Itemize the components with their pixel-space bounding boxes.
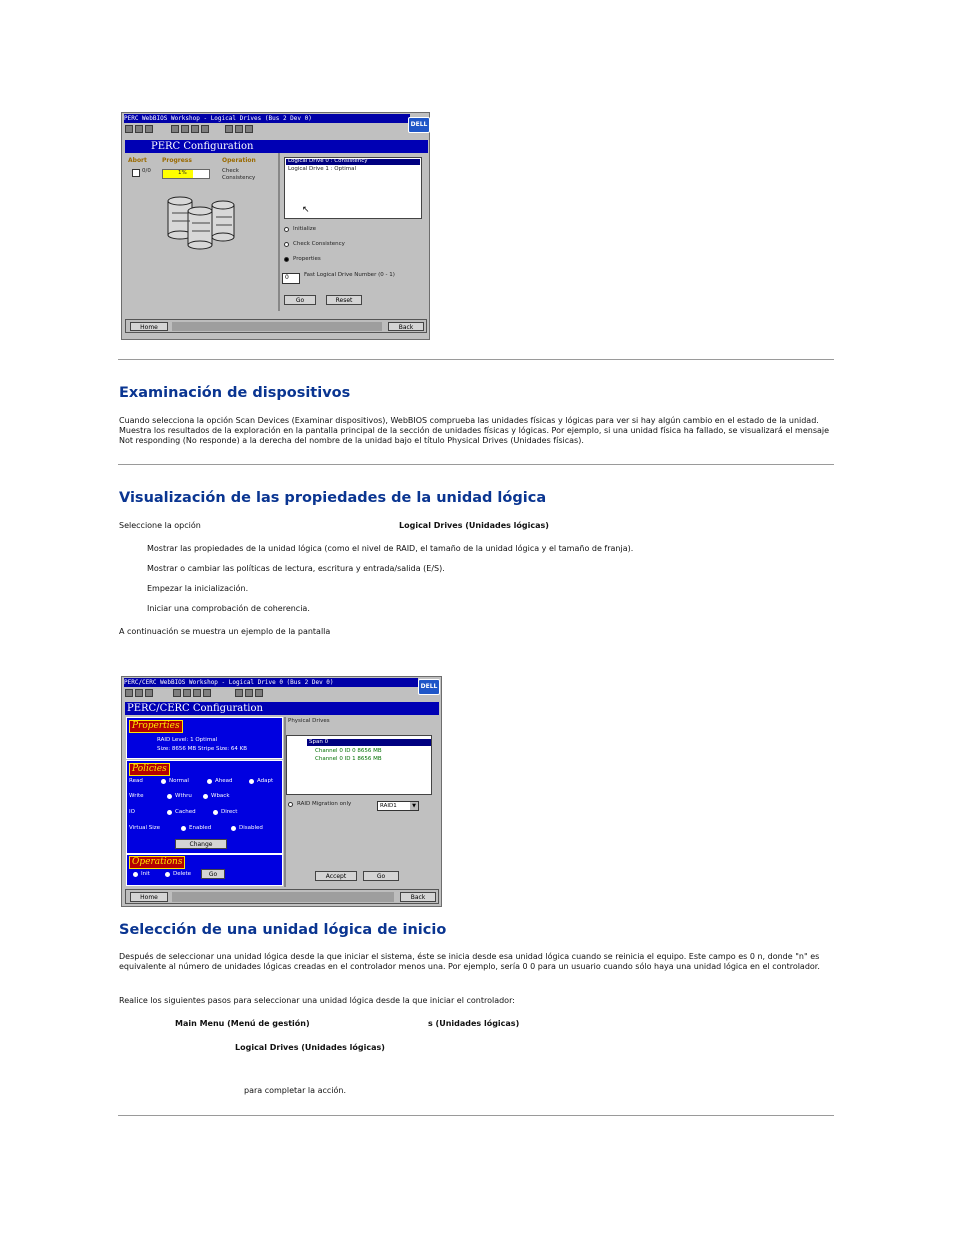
- col-operation: Operation: [222, 157, 256, 164]
- tree-header: Physical Drives: [288, 718, 330, 724]
- status-field: [172, 322, 382, 331]
- window-titlebar: PERC WebBIOS Workshop - Logical Drives (Bus 2 Dev 0): [124, 114, 410, 123]
- separator: [118, 359, 834, 360]
- select-option-bold: Logical Drives (Unidades lógicas): [399, 521, 549, 530]
- read-normal-label: Normal: [169, 778, 189, 784]
- help-icon[interactable]: [225, 125, 233, 133]
- op-go-label: Go: [208, 871, 218, 878]
- operations-panel: [126, 854, 283, 886]
- op-delete-label: Delete: [173, 871, 192, 877]
- home-icon[interactable]: [125, 125, 133, 133]
- accept-label: Accept: [325, 873, 347, 880]
- list-item[interactable]: Logical Drive 1 : Optimal: [288, 166, 357, 172]
- abort-checkbox[interactable]: [132, 169, 140, 177]
- radio-vsize-enabled[interactable]: [181, 826, 186, 831]
- io-direct-label: Direct: [221, 809, 238, 815]
- header-bar: [125, 140, 428, 153]
- header-title: PERC Configuration: [151, 141, 254, 152]
- chevron-down-icon: ▼: [410, 802, 418, 810]
- operations-title: Operations: [129, 856, 185, 869]
- accept-button[interactable]: [315, 871, 357, 881]
- col-abort: Abort: [128, 157, 147, 164]
- dell-logo: DELL: [418, 679, 440, 695]
- list-item: Iniciar una comprobación de coherencia.: [147, 604, 310, 613]
- radio-initialize-label: Initialize: [293, 226, 317, 232]
- properties-title: Properties: [129, 720, 183, 733]
- drive-icon[interactable]: [171, 125, 179, 133]
- step4-text: para completar la acción.: [244, 1086, 346, 1095]
- read-ahead-label: Ahead: [215, 778, 233, 784]
- policies-title: Policies: [129, 763, 170, 776]
- drive-number-field[interactable]: 0: [282, 273, 300, 284]
- cursor-icon: ↖: [302, 205, 310, 215]
- properties-line: Size: 8656 MB Stripe Size: 64 KB: [157, 746, 247, 752]
- vsize-enabled-label: Enabled: [189, 825, 212, 831]
- op-init-label: Init: [141, 871, 150, 877]
- scan-icon[interactable]: [181, 125, 189, 133]
- operation-line-2: Consistency: [222, 175, 256, 181]
- radio-io-direct[interactable]: [213, 810, 218, 815]
- info-icon[interactable]: [245, 125, 253, 133]
- radio-properties-label: Properties: [293, 256, 321, 262]
- go-label: Go: [376, 873, 386, 880]
- radio-write-wback[interactable]: [203, 794, 208, 799]
- window-titlebar: PERC/CERC WebBIOS Workshop - Logical Drive 0 (Bus 2 Dev 0): [124, 678, 418, 687]
- boot-paragraph: Después de seleccionar una unidad lógica desde la que iniciar el sistema, éste se inicia desde esa unidad lógica cuando se reinicia el equipo. Este campo es 0 n, donde "n" es equivalente al número de unidades lógicas creadas en el controlador menos una. Por ejemplo, sería 0 0 para un usuario cuando sólo haya una unidad lógica en el controlador.: [119, 952, 820, 971]
- io-cached-label: Cached: [175, 809, 196, 815]
- radio-read-normal[interactable]: [161, 779, 166, 784]
- adapter-icon[interactable]: [201, 125, 209, 133]
- drive-icon[interactable]: [173, 689, 181, 697]
- op-go-button[interactable]: [201, 869, 225, 879]
- radio-check-label: Check Consistency: [293, 241, 345, 247]
- logical-drives-screenshot: [121, 112, 430, 340]
- write-wthru-label: Wthru: [175, 793, 192, 799]
- tree-item-drive[interactable]: Channel 0 ID 0 8656 MB: [315, 748, 382, 754]
- go-button[interactable]: [284, 295, 316, 305]
- status-bar: [125, 319, 427, 333]
- config-icon[interactable]: [191, 125, 199, 133]
- status-bar: [125, 889, 439, 904]
- radio-properties[interactable]: [284, 257, 289, 262]
- raid-migration-label: RAID Migration only: [297, 801, 352, 807]
- home-button[interactable]: [130, 322, 168, 331]
- properties-line: RAID Level: 1 Optimal: [157, 737, 218, 743]
- back-icon[interactable]: [135, 125, 143, 133]
- info-icon[interactable]: [255, 689, 263, 697]
- write-wback-label: Wback: [211, 793, 230, 799]
- radio-read-ahead[interactable]: [207, 779, 212, 784]
- config-icon[interactable]: [193, 689, 201, 697]
- go-label: Go: [295, 297, 305, 304]
- help-icon[interactable]: [235, 689, 243, 697]
- policies-panel: [126, 760, 283, 854]
- back-button[interactable]: [400, 892, 436, 902]
- tree-item-drive[interactable]: Channel 0 ID 1 8656 MB: [315, 756, 382, 762]
- list-item: Empezar la inicialización.: [147, 584, 249, 593]
- home-button[interactable]: [130, 892, 168, 902]
- back-button[interactable]: [388, 322, 424, 331]
- separator: [118, 464, 834, 465]
- tree-item-span[interactable]: Span 0: [309, 739, 329, 745]
- scan-paragraph: Cuando selecciona la opción Scan Devices (Examinar dispositivos), WebBIOS comprueba las unidades físicas y lógicas para ver si hay algún cambio en el estado de la unidad. Muestra los resultados de la exploración en la pantalla principal de la sección de unidades físicas y lógicas. Por ejemplo, si una unidad física ha fallado, se visualizará el mensaje Not responding (No responde) a la derecha del nombre de la unidad bajo el título Physical Drives (Unidades físicas).: [119, 416, 830, 445]
- back-icon[interactable]: [135, 689, 143, 697]
- forward-icon[interactable]: [145, 125, 153, 133]
- col-progress: Progress: [162, 157, 192, 164]
- home-icon[interactable]: [125, 689, 133, 697]
- reset-button[interactable]: [326, 295, 362, 305]
- drive-tree[interactable]: [286, 735, 432, 795]
- home-label: Home: [140, 324, 158, 331]
- properties-panel: [126, 717, 283, 759]
- select-option-text: Seleccione la opción: [119, 521, 201, 530]
- progress-value: 1%: [178, 170, 187, 176]
- back-label: Back: [398, 324, 414, 331]
- go-button[interactable]: [363, 871, 399, 881]
- separator: [118, 1115, 834, 1116]
- step1-bold-a: Main Menu (Menú de gestión): [175, 1019, 310, 1028]
- radio-initialize[interactable]: [284, 227, 289, 232]
- status-field: [172, 892, 394, 902]
- change-button[interactable]: [175, 839, 227, 849]
- step1-bold-b: s (Unidades lógicas): [428, 1019, 520, 1028]
- list-item: Mostrar o cambiar las políticas de lectura, escritura y entrada/salida (E/S).: [147, 564, 445, 573]
- operation-line-1: Check: [222, 168, 239, 174]
- radio-raid-migration[interactable]: [288, 802, 293, 807]
- radio-check-consistency[interactable]: [284, 242, 289, 247]
- home-label: Home: [140, 894, 158, 901]
- disks-illustration: [164, 193, 244, 253]
- radio-write-wthru[interactable]: [167, 794, 172, 799]
- back-label: Back: [410, 894, 426, 901]
- panel-divider: [278, 153, 280, 311]
- section-heading-scan: Examinación de dispositivos: [119, 385, 351, 401]
- raid-select[interactable]: [377, 801, 419, 811]
- drive-number-label: Fast Logical Drive Number (0 - 1): [304, 272, 395, 278]
- steps-intro: Realice los siguientes pasos para seleccionar una unidad lógica desde la que iniciar el controlador:: [119, 996, 515, 1005]
- radio-read-adapt[interactable]: [249, 779, 254, 784]
- policy-read-label: Read: [129, 778, 143, 784]
- policy-io-label: IO: [129, 809, 135, 815]
- list-item[interactable]: Logical Drive 0 : Consistency: [288, 158, 368, 164]
- forward-icon[interactable]: [145, 689, 153, 697]
- toolbar: [125, 125, 275, 135]
- vsize-disabled-label: Disabled: [239, 825, 263, 831]
- list-item: Mostrar las propiedades de la unidad lógica (como el nivel de RAID, el tamaño de la unidad lógica y el tamaño de franja).: [147, 544, 634, 553]
- abort-value: 0/0: [142, 168, 151, 174]
- change-label: Change: [189, 841, 213, 848]
- radio-op-delete[interactable]: [165, 872, 170, 877]
- radio-op-init[interactable]: [133, 872, 138, 877]
- toolbar: [125, 689, 275, 699]
- exit-icon[interactable]: [235, 125, 243, 133]
- header-title: PERC/CERC Configuration: [127, 703, 263, 714]
- raid-select-value: RAID1: [380, 803, 397, 809]
- logical-drive-properties-screenshot: [121, 676, 442, 907]
- example-text: A continuación se muestra un ejemplo de la pantalla: [119, 627, 331, 636]
- policy-write-label: Write: [129, 793, 144, 799]
- dell-logo: DELL: [408, 117, 430, 133]
- radio-vsize-disabled[interactable]: [231, 826, 236, 831]
- section-heading-boot: Selección de una unidad lógica de inicio: [119, 922, 447, 938]
- exit-icon[interactable]: [245, 689, 253, 697]
- step2-bold: Logical Drives (Unidades lógicas): [235, 1043, 385, 1052]
- radio-io-cached[interactable]: [167, 810, 172, 815]
- read-adapt-label: Adapt: [257, 778, 274, 784]
- header-bar: [125, 702, 439, 715]
- adapter-icon[interactable]: [203, 689, 211, 697]
- scan-icon[interactable]: [183, 689, 191, 697]
- section-heading-properties: Visualización de las propiedades de la unidad lógica: [119, 490, 547, 506]
- reset-label: Reset: [335, 297, 353, 304]
- policy-vsize-label: Virtual Size: [129, 825, 161, 831]
